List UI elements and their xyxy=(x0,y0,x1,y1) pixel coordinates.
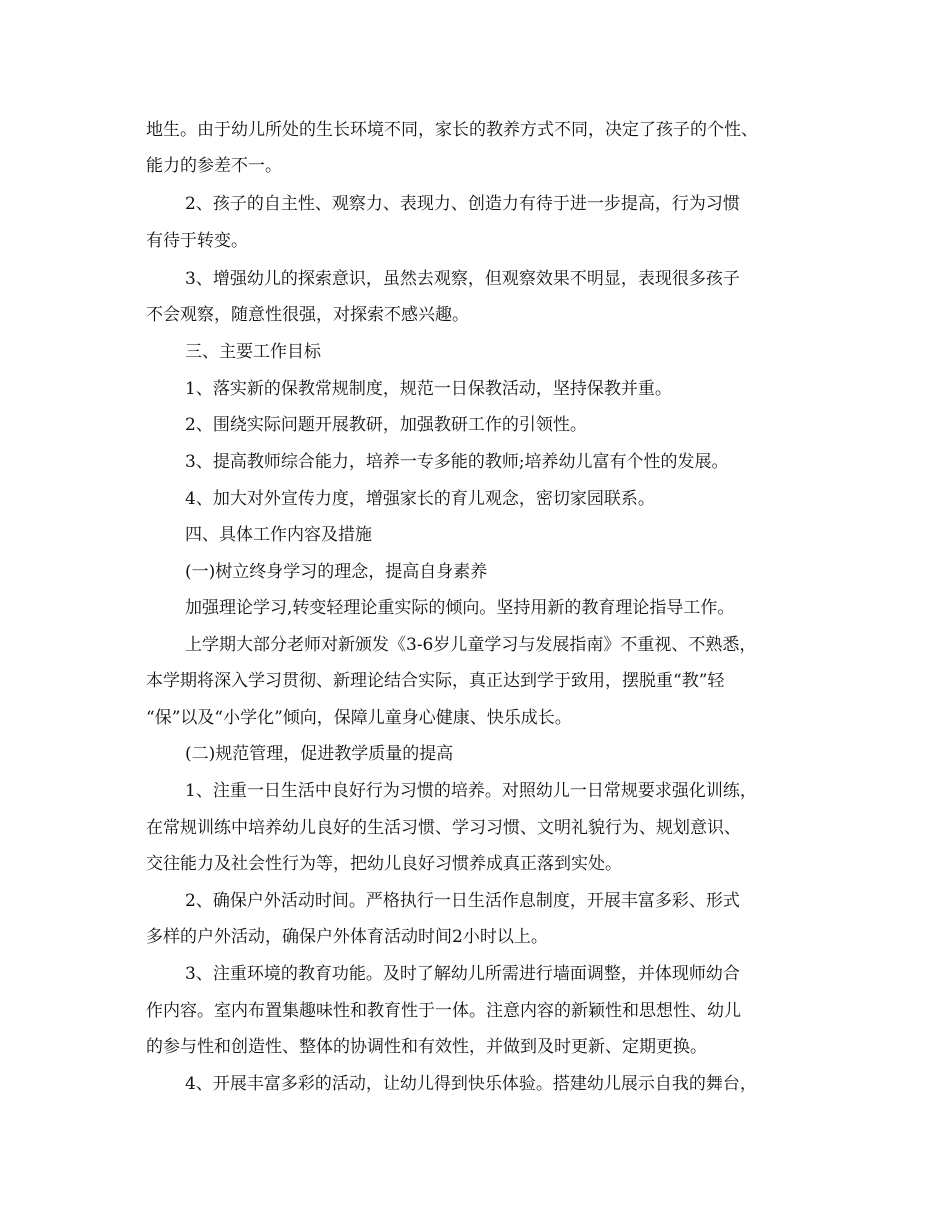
paragraph-line: 不会观察，随意性很强，对探索不感兴趣。 xyxy=(146,305,469,325)
paragraph-line: 地生。由于幼儿所处的生长环境不同，家长的教养方式不同，决定了孩子的个性、 xyxy=(146,120,758,140)
paragraph-line: 有待于转变。 xyxy=(146,231,248,251)
paragraph-line: 能力的参差不一。 xyxy=(146,156,282,176)
paragraph-line: 2、围绕实际问题开展教研，加强教研工作的引领性。 xyxy=(185,415,587,435)
paragraph-line: 上学期大部分老师对新颁发《3-6岁儿童学习与发展指南》不重视、不熟悉， xyxy=(185,635,757,655)
paragraph-line: 1、注重一日生活中良好行为习惯的培养。对照幼儿一日常规要求强化训练， xyxy=(185,781,757,801)
paragraph-line: 3、注重环境的教育功能。及时了解幼儿所需进行墙面调整，并体现师幼合 xyxy=(185,964,740,984)
paragraph-line: “保”以及“小学化”倾向，保障儿童身心健康、快乐成长。 xyxy=(146,708,572,728)
subsection-heading: (一)树立终身学习的理念，提高自身素养 xyxy=(185,562,488,582)
paragraph-line: 3、增强幼儿的探索意识，虽然去观察，但观察效果不明显，表现很多孩子 xyxy=(185,269,740,289)
paragraph-line: 加强理论学习,转变轻理论重实际的倾向。坚持用新的教育理论指导工作。 xyxy=(185,598,735,618)
paragraph-line: 多样的户外活动，确保户外体育活动时间2小时以上。 xyxy=(146,927,548,947)
paragraph-line: 2、确保户外活动时间。严格执行一日生活作息制度，开展丰富多彩、形式 xyxy=(185,891,740,911)
section-heading: 四、具体工作内容及措施 xyxy=(185,525,372,545)
paragraph-line: 作内容。室内布置集趣味性和教育性于一体。注意内容的新颖性和思想性、幼儿 xyxy=(146,1001,741,1021)
paragraph-line: 本学期将深入学习贯彻、新理论结合实际，真正达到学于致用，摆脱重“教”轻 xyxy=(146,671,725,691)
paragraph-line: 2、孩子的自主性、观察力、表现力、创造力有待于进一步提高，行为习惯 xyxy=(185,194,740,214)
section-heading: 三、主要工作目标 xyxy=(185,342,321,362)
paragraph-line: 在常规训练中培养幼儿良好的生活习惯、学习习惯、文明礼貌行为、规划意识、 xyxy=(146,818,741,838)
paragraph-line: 4、开展丰富多彩的活动，让幼儿得到快乐体验。搭建幼儿展示自我的舞台， xyxy=(185,1074,757,1094)
paragraph-line: 3、提高教师综合能力，培养一专多能的教师;培养幼儿富有个性的发展。 xyxy=(185,452,729,472)
paragraph-line: 4、加大对外宣传力度，增强家长的育儿观念，密切家园联系。 xyxy=(185,489,655,509)
paragraph-line: 1、落实新的保教常规制度，规范一日保教活动，坚持保教并重。 xyxy=(185,379,672,399)
paragraph-line: 交往能力及社会性行为等，把幼儿良好习惯养成真正落到实处。 xyxy=(146,854,622,874)
paragraph-line: 的参与性和创造性、整体的协调性和有效性，并做到及时更新、定期更换。 xyxy=(146,1037,707,1057)
subsection-heading: (二)规范管理，促进教学质量的提高 xyxy=(185,744,454,764)
